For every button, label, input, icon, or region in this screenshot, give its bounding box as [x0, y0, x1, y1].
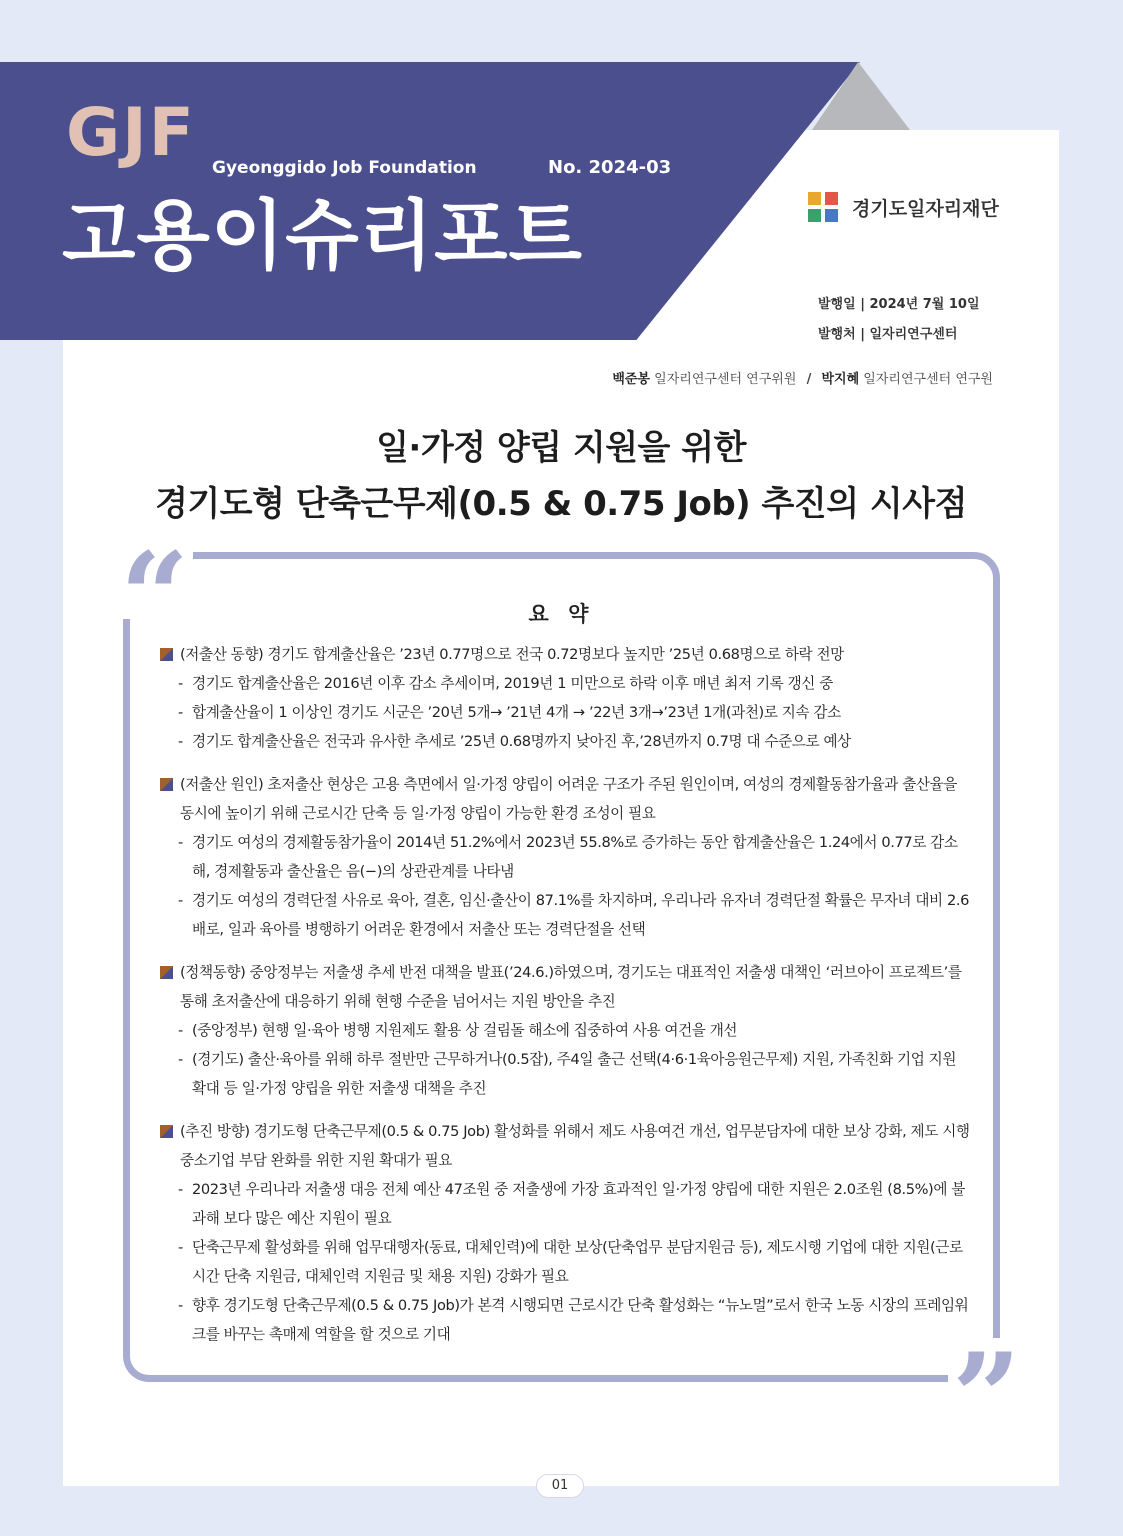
bullet-square-icon — [160, 648, 173, 661]
author-1-role: 일자리연구센터 연구위원 — [654, 372, 797, 387]
open-quote-icon: “ — [116, 537, 193, 619]
foundation-name: Gyeonggido Job Foundation — [212, 158, 477, 178]
summary-section — [160, 770, 970, 944]
summary-content — [160, 640, 970, 1363]
summary-sub-item — [160, 669, 970, 698]
brand-gjf: GJF — [66, 94, 196, 171]
foundation-logo — [806, 190, 999, 224]
dash-bullet-icon: - — [178, 1297, 183, 1314]
summary-heading: 요 약 — [528, 602, 595, 626]
authors-line — [612, 368, 993, 387]
summary-sub-text: 경기도 합계출산율은 2016년 이후 감소 추세이며, 2019년 1 미만으로 하락 이후 매년 최저 기록 갱신 중 — [192, 675, 833, 692]
dash-bullet-icon: - — [178, 834, 183, 851]
bullet-square-icon — [160, 966, 173, 979]
summary-sub-text: (경기도) 출산·육아를 위해 하루 절반만 근무하거나(0.5잡), 주4일 출근 선택(4·6·1육아응원근무제) 지원, 가족친화 기업 지원 확대 등 일·가정 양립을 위한 저출생 대책을 추진 — [192, 1051, 957, 1097]
summary-lead-text: (저출산 동향) 경기도 합계출산율은 ’23년 0.77명으로 전국 0.72명보다 높지만 ’25년 0.68명으로 하락 전망 — [180, 646, 844, 663]
issue-number: No. 2024-03 — [548, 157, 672, 178]
summary-sub-text: 경기도 여성의 경제활동참가율이 2014년 51.2%에서 2023년 55.8%로 증가하는 동안 합계출산율은 1.24에서 0.77로 감소해, 경제활동과 출산율은 음(−)의 상관관계를 나타냄 — [192, 834, 958, 880]
summary-sub-item — [160, 828, 970, 886]
summary-sub-item — [160, 886, 970, 944]
summary-section — [160, 1117, 970, 1349]
author-2-name: 박지혜 — [821, 372, 860, 387]
summary-sub-text: 경기도 여성의 경력단절 사유로 육아, 결혼, 임신·출산이 87.1%를 차지하며, 우리나라 유자녀 경력단절 확률은 무자녀 대비 2.6배로, 일과 육아를 병행하기 어려운 환경에서 저출산 또는 경력단절을 선택 — [192, 892, 970, 938]
dash-bullet-icon: - — [178, 1181, 183, 1198]
dash-bullet-icon: - — [178, 892, 183, 909]
summary-sub-text: 2023년 우리나라 저출생 대응 전체 예산 47조원 중 저출생에 가장 효과적인 일·가정 양립에 대한 지원은 2.0조원 (8.5%)에 불과해 보다 많은 예산 지원이 필요 — [192, 1181, 965, 1227]
summary-lead — [160, 640, 970, 669]
dash-bullet-icon: - — [178, 1051, 183, 1068]
main-title-line-2: 경기도형 단축근무제(0.5 & 0.75 Job) 추진의 시사점 — [155, 484, 967, 524]
summary-section — [160, 640, 970, 756]
summary-sub-text: 향후 경기도형 단축근무제(0.5 & 0.75 Job)가 본격 시행되면 근로시간 단축 활성화는 “뉴노멀”로서 한국 노동 시장의 프레임워크를 바꾸는 촉매제 역할을 할 것으로 기대 — [192, 1297, 969, 1343]
publication-meta — [818, 290, 980, 350]
summary-sub-item — [160, 1291, 970, 1349]
summary-sub-item — [160, 1016, 970, 1045]
logo-name: 경기도일자리재단 — [852, 197, 999, 220]
page-number: 01 — [536, 1474, 584, 1498]
summary-sub-item — [160, 698, 970, 727]
summary-sub-text: 합계출산율이 1 이상인 경기도 시군은 ’20년 5개→ ’21년 4개 → ’22년 3개→’23년 1개(과천)로 지속 감소 — [192, 704, 841, 721]
main-title-line-1: 일·가정 양립 지원을 위한 — [376, 428, 746, 468]
logo-mark-icon — [806, 190, 840, 224]
author-2-role: 일자리연구센터 연구원 — [863, 372, 993, 387]
summary-sub-text: 경기도 합계출산율은 전국과 유사한 추세로 ’25년 0.68명까지 낮아진 후,’28년까지 0.7명 대 수준으로 예상 — [192, 733, 851, 750]
publisher: 발행처 | 일자리연구센터 — [818, 327, 958, 342]
summary-sub-text: (중앙정부) 현행 일·육아 병행 지원제도 활용 상 걸림돌 해소에 집중하여 사용 여건을 개선 — [192, 1022, 738, 1039]
close-quote-icon: ” — [948, 1338, 1025, 1422]
summary-sub-item — [160, 727, 970, 756]
author-1-name: 백준봉 — [612, 372, 650, 387]
bullet-square-icon — [160, 778, 173, 791]
summary-sub-item — [160, 1233, 970, 1291]
bullet-square-icon — [160, 1125, 173, 1138]
dash-bullet-icon: - — [178, 1239, 183, 1256]
summary-sub-item — [160, 1175, 970, 1233]
dash-bullet-icon: - — [178, 733, 183, 750]
summary-lead-text: (저출산 원인) 초저출산 현상은 고용 측면에서 일·가정 양립이 어려운 구조가 주된 원인이며, 여성의 경제활동참가율과 출산율을 동시에 높이기 위해 근로시간 단축 등 일·가정 양립이 가능한 환경 조성이 필요 — [180, 776, 957, 822]
summary-lead-text: (정책동향) 중앙정부는 저출생 추세 반전 대책을 발표(’24.6.)하였으며, 경기도는 대표적인 저출생 대책인 ‘러브아이 프로젝트’를 통해 초저출산에 대응하기 위해 현행 수준을 넘어서는 지원 방안을 추진 — [180, 964, 962, 1010]
dash-bullet-icon: - — [178, 704, 183, 721]
summary-sub-item — [160, 1045, 970, 1103]
summary-section — [160, 958, 970, 1103]
summary-lead — [160, 770, 970, 828]
summary-lead — [160, 1117, 970, 1175]
dash-bullet-icon: - — [178, 1022, 183, 1039]
publish-date: 발행일 | 2024년 7월 10일 — [818, 297, 980, 312]
summary-lead — [160, 958, 970, 1016]
dash-bullet-icon: - — [178, 675, 183, 692]
summary-sub-text: 단축근무제 활성화를 위해 업무대행자(동료, 대체인력)에 대한 보상(단축업무 분담지원금 등), 제도시행 기업에 대한 지원(근로시간 단축 지원금, 대체인력 지원금 및 채용 지원) 강화가 필요 — [192, 1239, 963, 1285]
report-title: 고용이슈리포트 — [62, 191, 583, 280]
summary-lead-text: (추진 방향) 경기도형 단축근무제(0.5 & 0.75 Job) 활성화를 위해서 제도 사용여건 개선, 업무분담자에 대한 보상 강화, 제도 시행 중소기업 부담 완화를 위한 지원 확대가 필요 — [180, 1123, 970, 1169]
author-separator: / — [806, 372, 812, 387]
